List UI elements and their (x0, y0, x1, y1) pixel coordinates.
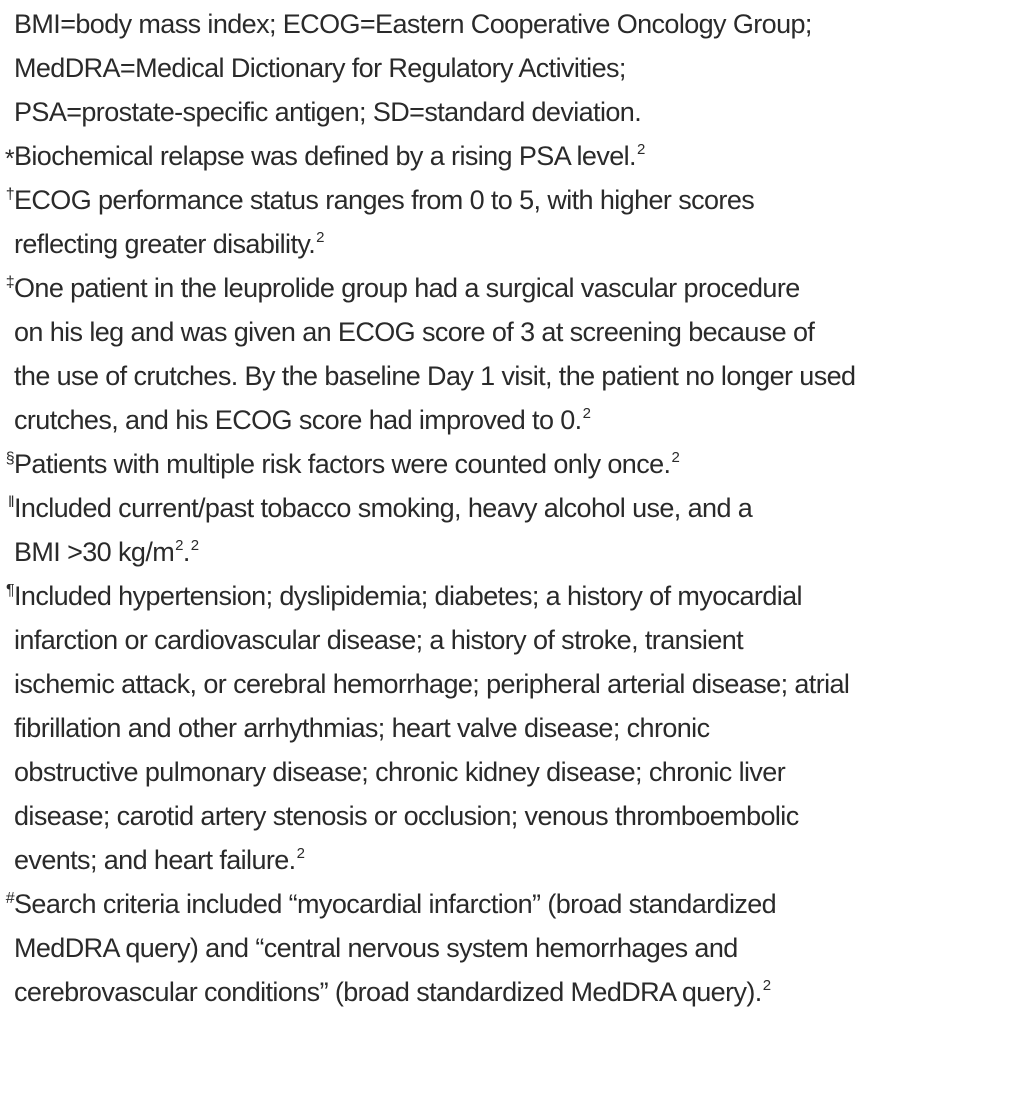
abbreviations-line: PSA=prostate-specific antigen; SD=standard deviation. (14, 97, 642, 127)
footnote-line (14, 398, 1012, 442)
footnote-text: cerebrovascular conditions” (broad standardized MedDRA query). (14, 977, 762, 1007)
footnote-line: fibrillation and other arrhythmias; heart valve disease; chronic (14, 713, 710, 743)
abbreviations-line: MedDRA=Medical Dictionary for Regulatory Activities; (14, 53, 626, 83)
footnote-line: Included current/past tobacco smoking, heavy alcohol use, and a (14, 493, 753, 523)
footnote-line: MedDRA query) and “central nervous system hemorrhages and (14, 933, 738, 963)
footnote-line: disease; carotid artery stenosis or occlusion; venous thromboembolic (14, 801, 799, 831)
footnote-text: events; and heart failure. (14, 845, 296, 875)
footnote-marker: * (4, 145, 14, 173)
footnote-line: Included hypertension; dyslipidemia; diabetes; a history of myocardial (14, 581, 802, 611)
footnote-text: BMI >30 kg/m (14, 537, 175, 567)
footnote-line (14, 838, 1012, 882)
footnote-lifestyle-factors (0, 486, 1012, 574)
footnote-text: reflecting greater disability. (14, 229, 316, 259)
reference-number: 2 (316, 228, 324, 246)
footnote-text: crutches, and his ECOG score had improved to 0. (14, 405, 582, 435)
footnote-marker: † (5, 186, 14, 203)
footnote-line: infarction or cardiovascular disease; a history of stroke, transient (14, 625, 744, 655)
footnote-biochemical-relapse (0, 134, 1012, 178)
reference-number: 2 (671, 448, 680, 466)
abbreviations-note (0, 2, 1012, 134)
footnote-marker: ‡ (5, 274, 14, 291)
footnote-line: on his leg and was given an ECOG score of 3 at screening because of (14, 317, 815, 347)
footnote-marker: # (5, 890, 14, 907)
footnote-marker: ‖ (7, 494, 14, 511)
footnote-ecog-status (0, 178, 1012, 266)
footnote-text: Patients with multiple risk factors were counted only once. (14, 449, 671, 479)
footnote-line: obstructive pulmonary disease; chronic kidney disease; chronic liver (14, 757, 786, 787)
footnote-cardiovascular-conditions (0, 574, 1012, 882)
unit-tail: . (182, 537, 190, 567)
footnote-marker: ¶ (6, 582, 14, 599)
unit-superscript: 2 (175, 536, 183, 554)
reference-number: 2 (190, 536, 199, 554)
footnote-line (14, 970, 1012, 1014)
footnote-line: ischemic attack, or cerebral hemorrhage; peripheral arterial disease; atrial (14, 669, 850, 699)
footnote-line (14, 222, 1012, 266)
reference-number: 2 (582, 404, 591, 422)
footnote-line: ECOG performance status ranges from 0 to 5, with higher scores (14, 185, 755, 215)
footnote-line (14, 530, 1012, 574)
footnote-risk-factors-counted (0, 442, 1012, 486)
footnote-line (14, 442, 1012, 486)
footnote-search-criteria (0, 882, 1012, 1014)
footnote-leuprolide-patient (0, 266, 1012, 442)
footnotes-block (0, 2, 1012, 1014)
footnote-text: Biochemical relapse was defined by a rising PSA level. (14, 141, 636, 171)
reference-number: 2 (636, 140, 645, 158)
footnote-line (14, 134, 1012, 178)
footnote-line: Search criteria included “myocardial infarction” (broad standardized (14, 889, 777, 919)
footnote-line: One patient in the leuprolide group had a surgical vascular procedure (14, 273, 800, 303)
abbreviations-line: BMI=body mass index; ECOG=Eastern Cooperative Oncology Group; (14, 9, 812, 39)
footnote-marker: § (5, 450, 14, 467)
reference-number: 2 (762, 976, 771, 994)
footnote-line: the use of crutches. By the baseline Day 1 visit, the patient no longer used (14, 361, 856, 391)
reference-number: 2 (296, 844, 305, 862)
